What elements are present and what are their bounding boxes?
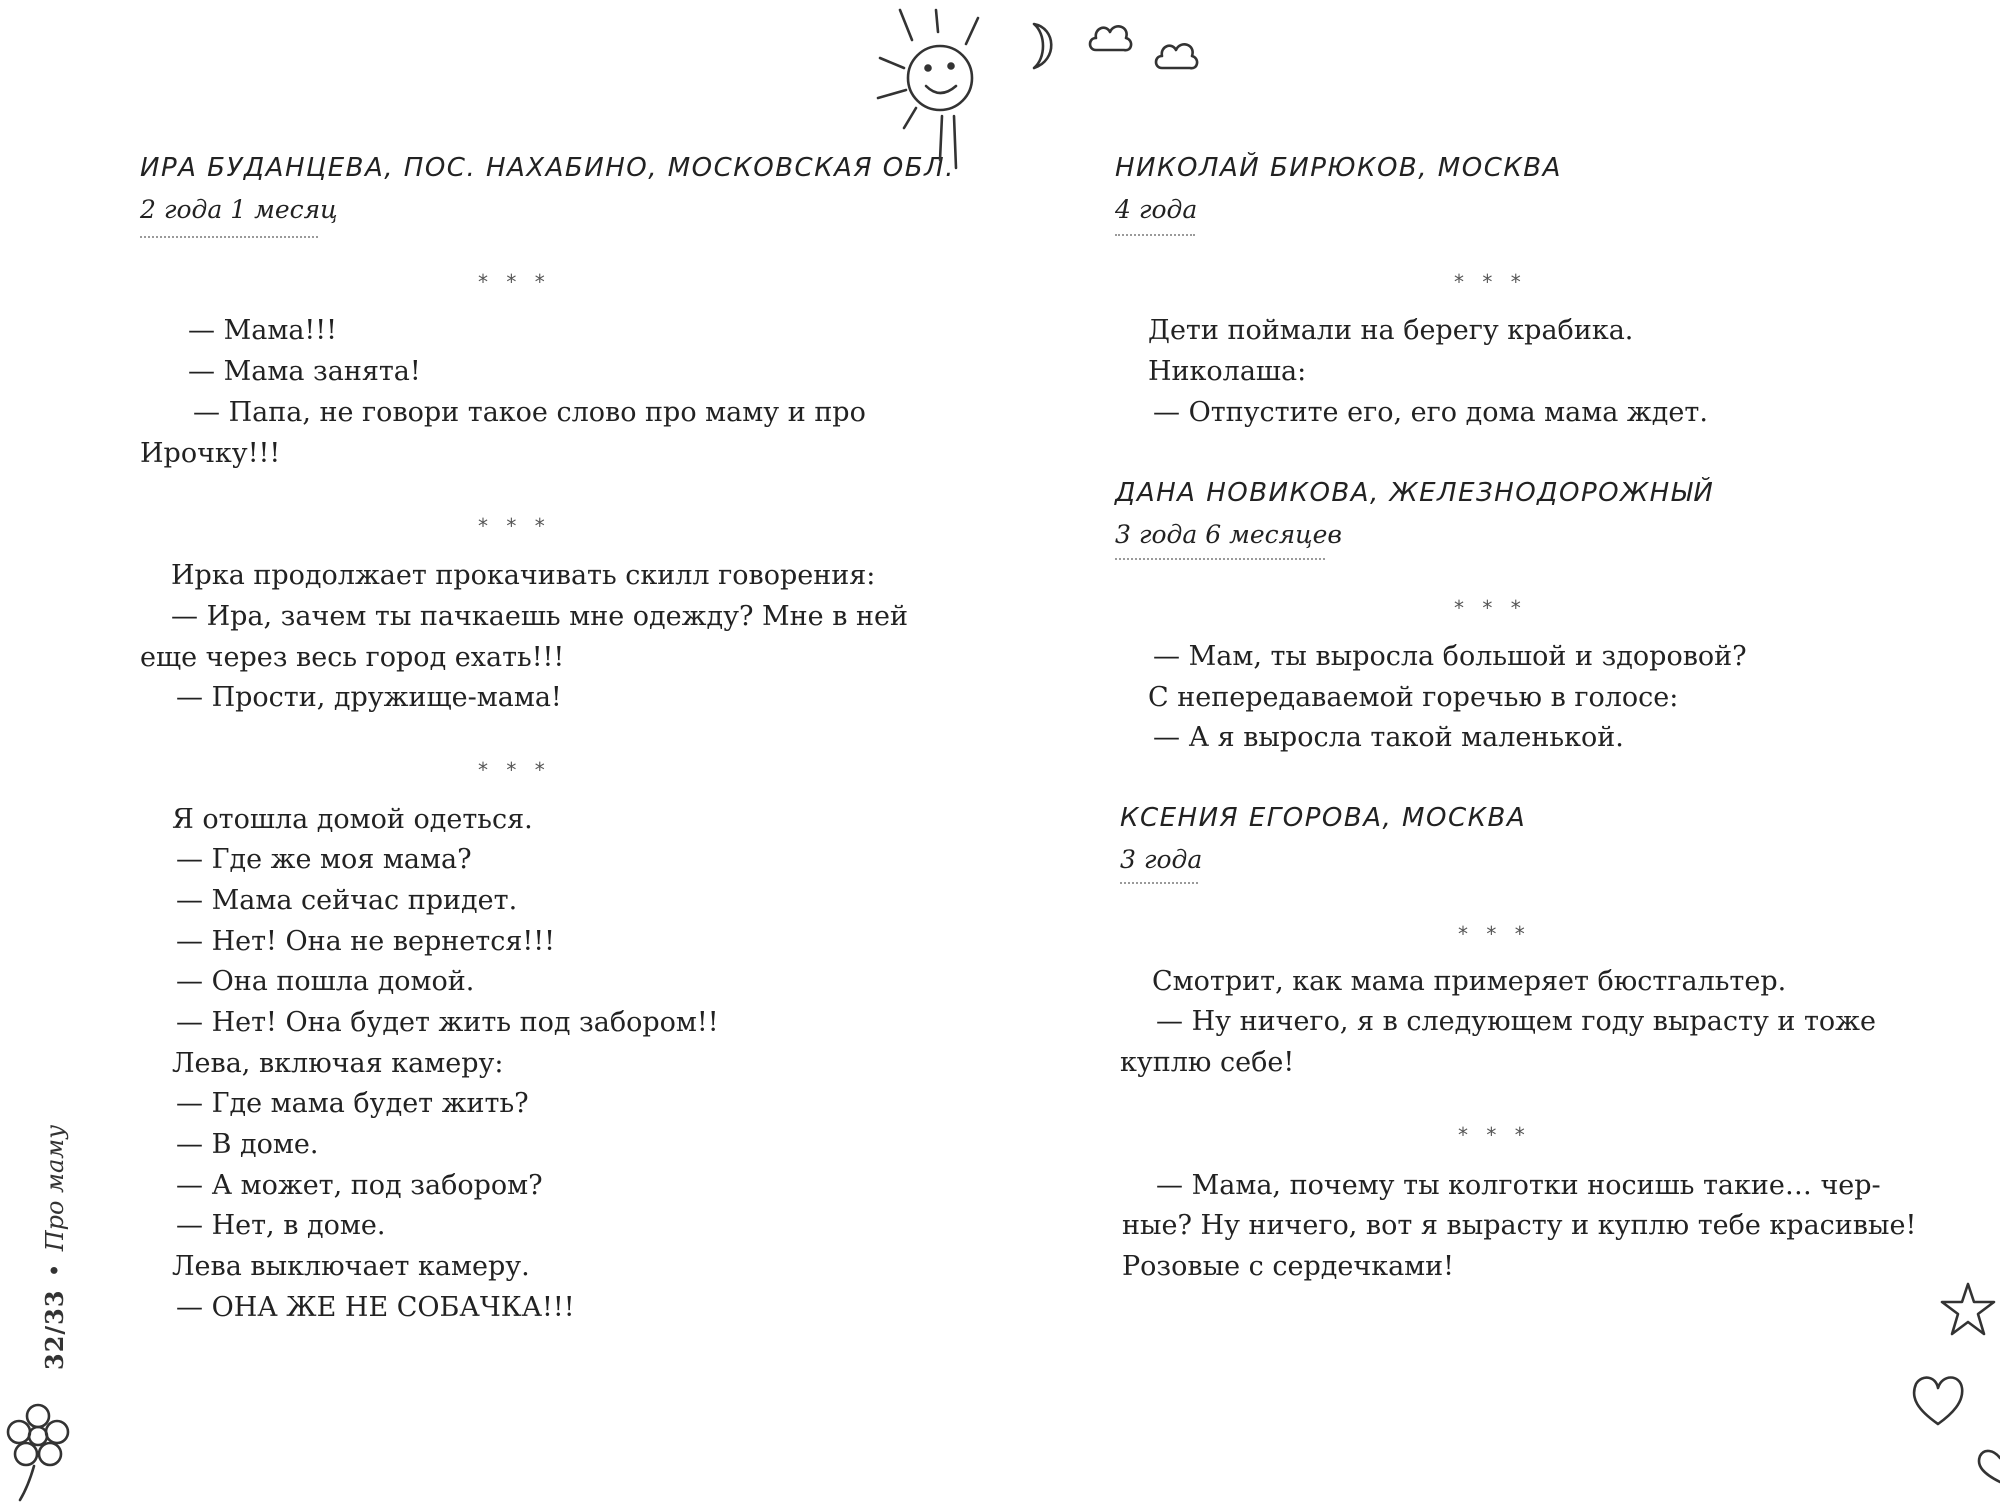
age-underline [1120,880,1198,884]
text-line: — Нет! Она не вернется!!! [176,926,555,957]
star-icon [1938,1280,1998,1338]
text-line: — Мама сейчас придет. [176,885,518,916]
text-line: ные? Ну ничего, вот я вырасту и куплю тебе красивые! [1122,1210,1917,1241]
right-page [1000,0,2000,1502]
text-line: Я отошла домой одеться. [172,804,533,835]
text-line: — Ира, зачем ты пачкаешь мне одежду? Мне в ней [171,601,908,632]
entry-header: НИКОЛАЙ БИРЮКОВ, МОСКВА [1115,153,1562,183]
text-line: куплю себе! [1120,1047,1295,1078]
text-line: — ОНА ЖЕ НЕ СОБАЧКА!!! [176,1292,575,1323]
separator: * * * [1458,922,1531,946]
entry-age: 3 года 6 месяцев [1115,520,1342,549]
age-underline [1115,556,1325,560]
text-line: — Отпустите его, его дома мама ждет. [1153,397,1708,428]
text-line: Ирочку!!! [140,438,281,469]
text-line: Розовые с сердечками! [1122,1251,1455,1282]
running-footer [40,1125,69,1370]
age-underline [1115,232,1195,236]
section-title: Про маму [41,1124,69,1252]
text-line: — Где же моя мама? [176,844,472,875]
text-line: — Нет, в доме. [176,1210,386,1241]
heart-icon [1968,1440,2000,1490]
age-underline [140,234,318,238]
text-line: еще через весь город ехать!!! [140,642,565,673]
text-line: Ирка продолжает прокачивать скилл говорения: [171,560,876,591]
entry-age: 2 года 1 месяц [140,195,338,224]
text-line: — А я выросла такой маленькой. [1153,722,1624,753]
text-line: С непередаваемой горечью в голосе: [1148,682,1679,713]
text-line: — Мама, почему ты колготки носишь такие… чер- [1156,1170,1881,1201]
text-line: — В доме. [176,1129,319,1160]
heart-icon [1908,1370,1966,1430]
text-line: Николаша: [1148,356,1307,387]
text-line: Смотрит, как мама примеряет бюстгальтер. [1152,966,1787,997]
separator: * * * [1454,596,1527,620]
moon-icon [1026,18,1066,73]
page-number: 32/33 [40,1289,69,1370]
text-line: — Мам, ты выросла большой и здоровой? [1153,641,1747,672]
cloud-icon [1152,38,1202,78]
sun-icon [860,0,1000,175]
entry-header: КСЕНИЯ ЕГОРОВА, МОСКВА [1120,803,1527,833]
text-line: Дети поймали на берегу крабика. [1148,315,1634,346]
separator: * * * [1454,270,1527,294]
text-line: — Мама занята! [188,356,421,387]
text-line: — Папа, не говори такое слово про маму и про [193,397,866,428]
text-line: — Где мама будет жить? [176,1088,529,1119]
entry-age: 3 года [1120,845,1203,874]
separator: * * * [1458,1123,1531,1147]
text-line: Лева выключает камеру. [172,1251,530,1282]
separator: * * * [478,514,551,538]
cloud-icon [1086,18,1136,60]
bullet: • [41,1263,69,1278]
entry-header: ДАНА НОВИКОВА, ЖЕЛЕЗНОДОРОЖНЫЙ [1115,478,1715,508]
separator: * * * [478,758,551,782]
text-line: — Ну ничего, я в следующем году вырасту и тоже [1156,1006,1876,1037]
entry-header: ИРА БУДАНЦЕВА, ПОС. НАХАБИНО, МОСКОВСКАЯ ОБЛ. [140,153,955,183]
text-line: — Она пошла домой. [176,966,475,997]
text-line: — А может, под забором? [176,1170,543,1201]
text-line: — Мама!!! [188,315,337,346]
flower-icon [0,1392,80,1502]
text-line: Лева, включая камеру: [172,1048,504,1079]
separator: * * * [478,270,551,294]
text-line: — Нет! Она будет жить под забором!! [176,1007,719,1038]
entry-age: 4 года [1115,195,1198,224]
text-line: — Прости, дружище-мама! [176,682,562,713]
